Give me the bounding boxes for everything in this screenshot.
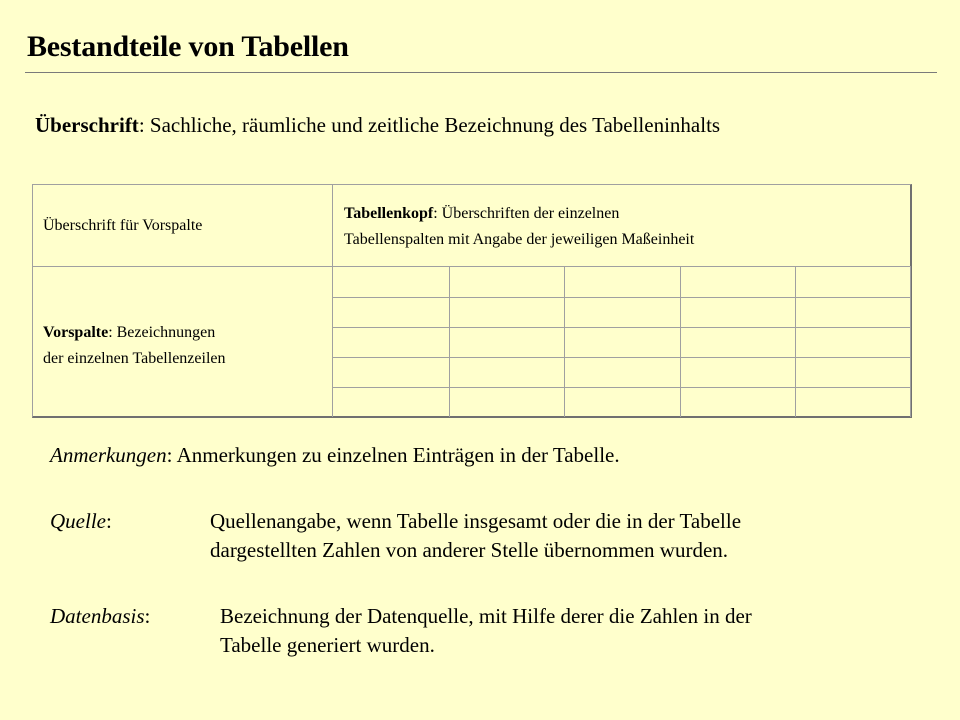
empty-table-cell [333, 297, 449, 327]
empty-table-cell [564, 267, 680, 297]
empty-table-cell [795, 327, 911, 357]
stub-line-2: der einzelnen Tabellenzeilen [43, 350, 226, 367]
datenbasis-line-2: Tabelle generiert wurden. [220, 633, 435, 657]
quelle-line-2: dargestellten Zahlen von anderer Stelle übernommen wurden. [210, 538, 729, 562]
datenbasis-colon: : [144, 604, 151, 628]
stub-cell [33, 267, 333, 417]
intro-term: Überschrift [35, 113, 139, 137]
empty-table-cell [680, 327, 796, 357]
stub-header-label: Überschrift für Vorspalte [43, 216, 203, 234]
empty-table-cell [449, 357, 565, 387]
empty-table-cell [564, 297, 680, 327]
empty-table-cell [680, 267, 796, 297]
anmerkungen-note [50, 441, 620, 470]
anmerkungen-text: : Anmerkungen zu einzelnen Einträgen in der Tabelle. [166, 443, 620, 467]
quelle-line-1: Quellenangabe, wenn Tabelle insgesamt oder die in der Tabelle [210, 509, 742, 533]
empty-table-cell [333, 387, 449, 417]
column-header-line-1 [344, 201, 911, 227]
empty-table-cell [680, 357, 796, 387]
stub-line-1 [43, 320, 225, 346]
empty-table-cell [795, 357, 911, 387]
empty-table-cell [333, 267, 449, 297]
datenbasis-term: Datenbasis [50, 604, 145, 628]
title-divider [25, 72, 937, 73]
column-header-line-2: Tabellenspalten mit Angabe der jeweiligen Maßeinheit [344, 231, 695, 248]
intro-text: : Sachliche, räumliche und zeitliche Bezeichnung des Tabelleninhalts [138, 113, 721, 137]
empty-table-cell [449, 267, 565, 297]
empty-table-cell [449, 327, 565, 357]
datenbasis-text [220, 602, 752, 660]
column-header-text-1: : Überschriften der einzelnen [433, 205, 620, 222]
stub-header-cell [33, 185, 333, 267]
stub-term: Vorspalte [43, 324, 109, 341]
empty-table-cell [795, 387, 911, 417]
empty-table-cell [564, 327, 680, 357]
empty-table-cell [449, 297, 565, 327]
table-structure-diagram [32, 184, 912, 418]
empty-table-cell [680, 387, 796, 417]
data-cell-grid [333, 267, 911, 417]
quelle-colon: : [105, 509, 112, 533]
empty-table-cell [564, 387, 680, 417]
column-header-term: Tabellenkopf [344, 205, 434, 222]
empty-table-cell [333, 357, 449, 387]
intro-line [35, 113, 720, 138]
quelle-note [50, 507, 112, 536]
datenbasis-note [50, 602, 150, 631]
datenbasis-line-1: Bezeichnung der Datenquelle, mit Hilfe derer die Zahlen in der [220, 604, 752, 628]
empty-table-cell [449, 387, 565, 417]
quelle-text [210, 507, 741, 565]
empty-table-cell [680, 297, 796, 327]
empty-table-cell [333, 327, 449, 357]
stub-text-1: : Bezeichnungen [108, 324, 216, 341]
column-header-cell [333, 185, 911, 267]
empty-table-cell [795, 267, 911, 297]
empty-table-cell [795, 297, 911, 327]
quelle-term: Quelle [50, 509, 106, 533]
anmerkungen-term: Anmerkungen [50, 443, 167, 467]
slide-title: Bestandteile von Tabellen [27, 30, 349, 63]
empty-table-cell [564, 357, 680, 387]
